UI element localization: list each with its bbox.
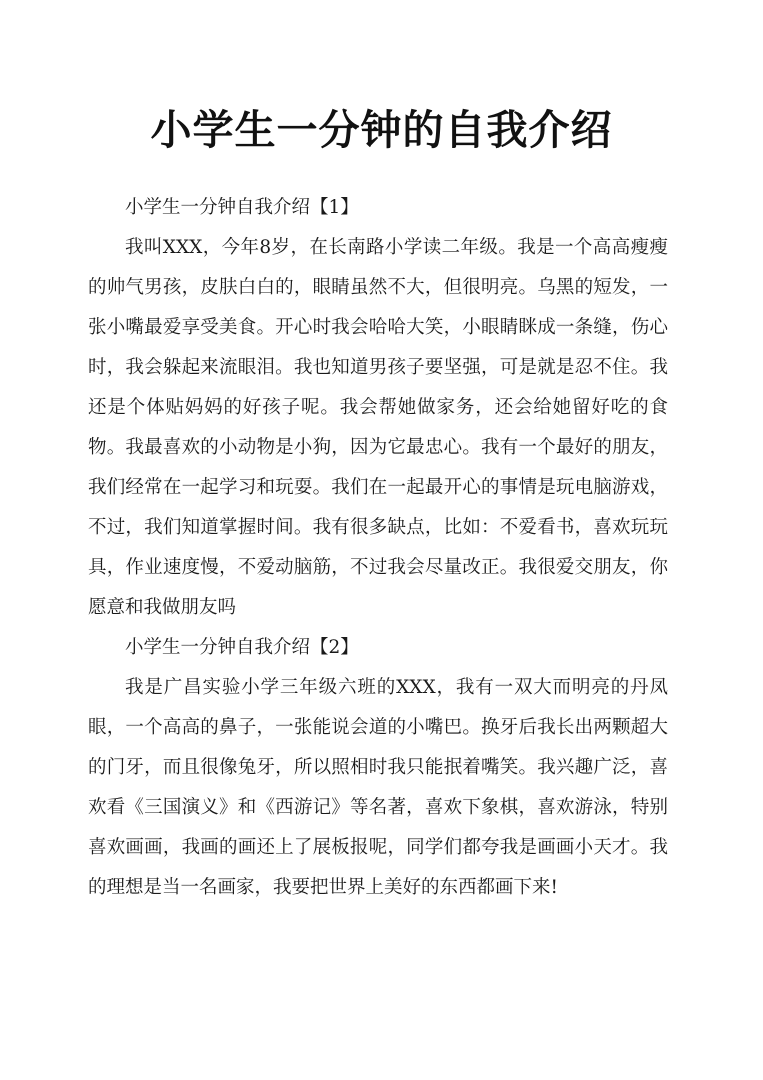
section-heading: 小学生一分钟自我介绍【1】 [125, 197, 359, 218]
section-paragraph: 我叫XXX，今年8岁，在长南路小学读二年级。我是一个高高瘦瘦的帅气男孩，皮肤白白的，眼睛虽然不大，但很明亮。乌黑的短发，一张小嘴最爱享受美食。开心时我会哈哈大笑，小眼睛眯成一条缝，伤心时，我会躲起来流眼泪。我也知道男孩子要坚强，可是就是忍不住。我还是个体贴妈妈的好孩子呢。我会帮她做家务，还会给她留好吃的食物。我最喜欢的小动物是小狗，因为它最忠心。我有一个最好的朋友，我们经常在一起学习和玩耍。我们在一起最开心的事情是玩电脑游戏，不过，我们知道掌握时间。我有很多缺点，比如：不爱看书，喜欢玩玩具，作业速度慢，不爱动脑筋，不过我会尽量改正。我很爱交朋友，你愿意和我做朋友吗 [88, 237, 668, 618]
section-heading: 小学生一分钟自我介绍【2】 [125, 637, 359, 658]
document-title: 小学生一分钟的自我介绍 [150, 106, 613, 154]
document-body [88, 188, 668, 908]
section-paragraph: 我是广昌实验小学三年级六班的XXX，我有一双大而明亮的丹凤眼，一个高高的鼻子，一张能说会道的小嘴巴。换牙后我长出两颗超大的门牙，而且很像兔牙，所以照相时我只能抿着嘴笑。我兴趣广泛，喜欢看《三国演义》和《西游记》等名著，喜欢下象棋，喜欢游泳，特别喜欢画画，我画的画还上了展板报呢，同学们都夸我是画画小天才。我的理想是当一名画家，我要把世界上美好的东西都画下来! [88, 677, 668, 898]
section-1 [88, 188, 668, 628]
section-2 [88, 628, 668, 908]
